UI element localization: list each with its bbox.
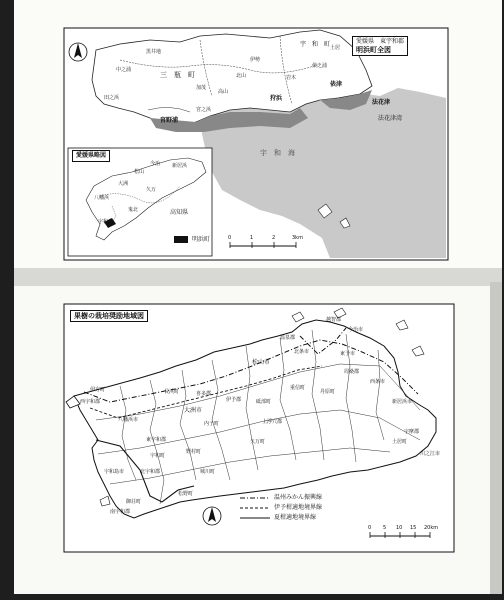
label-hojo: 北条市	[294, 349, 310, 355]
label-ikata: 伊方町	[90, 387, 106, 393]
lower-scale-3: 15	[410, 525, 417, 531]
label-toyo: 土居	[330, 45, 341, 51]
label-toyo-c: 東予市	[340, 351, 356, 357]
label-ochi: 越智郡	[326, 317, 342, 323]
label-hodohama: 宮之浜	[196, 107, 212, 113]
label-shigenobu: 重信町	[290, 385, 306, 391]
label-uwacho: 宇和町	[150, 453, 166, 459]
label-yawatahama: 八幡浜市	[118, 417, 139, 423]
label-kutsuura: 俵津	[330, 81, 343, 88]
label-tanbara: 丹原町	[320, 389, 336, 395]
lower-scale-1: 5	[383, 525, 387, 531]
label-sanpo: 三 瓶 町	[160, 71, 195, 79]
upper-scale-0: 0	[228, 235, 232, 241]
label-ozu: 大洲市	[184, 407, 203, 414]
inset-kochi: 高知県	[170, 209, 189, 216]
inset-place-3: 松山	[134, 169, 145, 175]
lower-scale-0: 0	[368, 525, 372, 531]
inset-place-5: 新居浜	[172, 163, 188, 169]
label-tobe: 砥部町	[256, 399, 272, 405]
label-niihama: 新居浜市	[392, 399, 413, 405]
label-kawanoe: 川之江市	[420, 451, 441, 457]
label-kuma: 久万町	[250, 439, 266, 445]
label-kitayama: 北山	[236, 73, 247, 79]
label-hodaura: 法花津	[372, 99, 391, 106]
inset-place-4: 今治	[150, 161, 161, 167]
label-isanami: 伊勢	[250, 57, 261, 63]
label-kamiukena: 上浮穴郡	[262, 419, 283, 425]
label-iwa: 岩木	[286, 75, 297, 81]
upper-map-title-line1: 愛媛県 東宇和郡	[356, 38, 405, 45]
label-saijo: 西条市	[370, 379, 386, 385]
lower-scale-4: 20km	[424, 525, 439, 531]
label-matsuno: 松野町	[178, 491, 194, 497]
inset-place-0: 大洲	[118, 181, 129, 187]
label-hodawan: 法花津湾	[378, 115, 403, 122]
upper-map-title-line2: 明浜町全図	[356, 46, 391, 54]
upper-scale-1: 1	[250, 235, 254, 241]
label-uwakai: 宇 和 海	[260, 149, 295, 157]
label-onsen: 温泉郡	[280, 335, 296, 341]
inset-place-6: 鬼北	[128, 207, 139, 213]
inset-place-1: 八幡浜	[94, 195, 110, 201]
legend-label-0: 温州みかん振興線	[274, 494, 323, 501]
label-kamo: 加茂	[196, 85, 207, 91]
upper-map-title	[352, 36, 408, 56]
legend-label-2: 夏柑適地境界線	[274, 514, 317, 521]
label-ainan: 御荘町	[126, 499, 142, 505]
upper-scale-3: 3km	[292, 235, 303, 241]
label-tawara: 俵之浦	[312, 63, 328, 69]
label-nishiuwa: 西宇和郡	[80, 399, 101, 405]
label-kita: 喜多郡	[196, 391, 212, 397]
label-shirokawa: 城川町	[200, 469, 216, 475]
lower-map-title: 果樹の栽培奨励地域図	[70, 310, 148, 322]
label-takayama: 高山	[218, 89, 229, 95]
label-uwa: 宇 和 町	[300, 41, 331, 48]
label-nakanoo: 中之浦	[116, 67, 132, 73]
label-higashiuwa: 東宇和郡	[146, 437, 167, 443]
label-shuso: 周桑郡	[344, 369, 360, 375]
label-uma: 宇摩郡	[404, 429, 420, 435]
label-karisama: 狩浜	[270, 95, 283, 102]
inset-place-7: 久万	[146, 187, 157, 193]
label-doi: 土居町	[392, 439, 408, 445]
label-uchiko: 内子町	[204, 421, 220, 427]
inset-place-2: 宇和島	[98, 219, 114, 225]
label-nagahama: 長浜町	[164, 389, 180, 395]
label-matsuyama: 松山市	[252, 359, 271, 366]
label-nomura: 野村町	[186, 449, 202, 455]
upper-scale-2: 2	[272, 235, 276, 241]
label-minamiuwa: 南宇和郡	[110, 509, 131, 515]
lower-scale-2: 10	[396, 525, 403, 531]
label-kuroi: 黒井地	[146, 49, 162, 55]
inset-title: 愛媛県略図	[72, 150, 110, 162]
label-miyanoura: 宮野浦	[160, 117, 179, 124]
inset-legend-label: 明浜町	[192, 236, 211, 243]
legend-label-1: 伊予柑適地境界線	[274, 504, 323, 511]
label-imabari: 今治市	[348, 327, 364, 333]
label-iyo: 伊予郡	[226, 397, 242, 403]
label-uwajima: 宇和島市	[104, 469, 125, 475]
label-kitauwa: 北宇和郡	[140, 469, 161, 475]
label-tanoura: 田之浜	[104, 95, 120, 101]
